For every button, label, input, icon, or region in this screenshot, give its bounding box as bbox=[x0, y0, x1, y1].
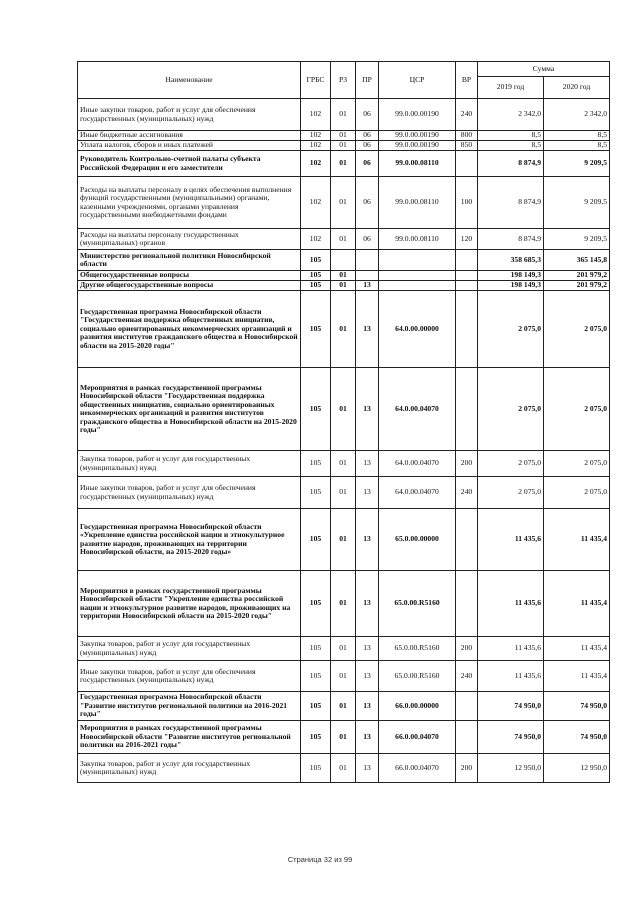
cell-rz: 01 bbox=[331, 571, 356, 637]
cell-2019: 2 075,0 bbox=[478, 368, 544, 451]
cell-vr bbox=[456, 368, 478, 451]
cell-pr: 13 bbox=[356, 571, 379, 637]
cell-vr: 200 bbox=[456, 754, 478, 783]
cell-vr: 240 bbox=[456, 99, 478, 131]
cell-csr: 65.0.00.R5160 bbox=[379, 637, 456, 661]
cell-csr: 65.0.00.R5160 bbox=[379, 661, 456, 692]
cell-name: Расходы на выплаты персоналу в целях обеспечения выполнения функций государственными (муниципальными) органами, казенными учреждениями, органами управления государственными внебюджетными фондами bbox=[78, 177, 301, 229]
budget-table bbox=[77, 61, 610, 783]
table-row bbox=[78, 661, 610, 692]
cell-2020: 201 979,2 bbox=[544, 281, 610, 291]
cell-grbs: 102 bbox=[301, 151, 331, 177]
cell-csr bbox=[379, 271, 456, 281]
cell-csr: 64.0.00.04070 bbox=[379, 368, 456, 451]
cell-2020: 8,5 bbox=[544, 131, 610, 141]
cell-csr: 99.0.00.08110 bbox=[379, 177, 456, 229]
cell-rz: 01 bbox=[331, 151, 356, 177]
table-row bbox=[78, 281, 610, 291]
cell-vr bbox=[456, 721, 478, 754]
table-row bbox=[78, 291, 610, 368]
cell-vr: 800 bbox=[456, 131, 478, 141]
cell-grbs: 102 bbox=[301, 177, 331, 229]
cell-csr: 64.0.00.04070 bbox=[379, 451, 456, 477]
table-body bbox=[78, 99, 610, 783]
cell-name: Руководитель Контрольно-счетной палаты субъекта Российской Федерации и его заместители bbox=[78, 151, 301, 177]
header-vr: ВР bbox=[456, 62, 478, 99]
cell-rz: 01 bbox=[331, 229, 356, 250]
table-row bbox=[78, 477, 610, 509]
cell-rz: 01 bbox=[331, 661, 356, 692]
cell-name: Иные закупки товаров, работ и услуг для обеспечения государственных (муниципальных) нужд bbox=[78, 661, 301, 692]
cell-2019: 74 950,0 bbox=[478, 721, 544, 754]
cell-vr bbox=[456, 571, 478, 637]
cell-2019: 8 874,9 bbox=[478, 151, 544, 177]
cell-2020: 201 979,2 bbox=[544, 271, 610, 281]
cell-rz: 01 bbox=[331, 721, 356, 754]
cell-2020: 11 435,4 bbox=[544, 509, 610, 571]
cell-csr: 64.0.00.04070 bbox=[379, 477, 456, 509]
cell-csr: 66.0.00.04070 bbox=[379, 754, 456, 783]
table-row bbox=[78, 451, 610, 477]
cell-2020: 11 435,4 bbox=[544, 637, 610, 661]
cell-csr: 99.0.00.00190 bbox=[379, 131, 456, 141]
cell-grbs: 105 bbox=[301, 721, 331, 754]
cell-pr: 13 bbox=[356, 637, 379, 661]
cell-rz: 01 bbox=[331, 451, 356, 477]
cell-grbs: 102 bbox=[301, 131, 331, 141]
cell-pr: 06 bbox=[356, 177, 379, 229]
cell-grbs: 102 bbox=[301, 141, 331, 151]
cell-vr bbox=[456, 151, 478, 177]
cell-rz: 01 bbox=[331, 368, 356, 451]
cell-csr: 99.0.00.00190 bbox=[379, 99, 456, 131]
cell-grbs: 105 bbox=[301, 754, 331, 783]
cell-vr: 240 bbox=[456, 661, 478, 692]
cell-rz: 01 bbox=[331, 477, 356, 509]
cell-2019: 358 685,3 bbox=[478, 250, 544, 271]
cell-2020: 2 342,0 bbox=[544, 99, 610, 131]
cell-csr: 64.0.00.00000 bbox=[379, 291, 456, 368]
table-row bbox=[78, 509, 610, 571]
table-row bbox=[78, 692, 610, 721]
header-pr: ПР bbox=[356, 62, 379, 99]
cell-2019: 74 950,0 bbox=[478, 692, 544, 721]
cell-rz: 01 bbox=[331, 692, 356, 721]
cell-vr: 850 bbox=[456, 141, 478, 151]
cell-csr: 65.0.00.R5160 bbox=[379, 571, 456, 637]
cell-name: Государственная программа Новосибирской области "Государственная поддержка общественных инициатив, социально ориентированных некоммерческих организаций и развития институтов гражданского общества в Новосибирской области на 2015-2020 годы" bbox=[78, 291, 301, 368]
cell-pr: 13 bbox=[356, 291, 379, 368]
cell-rz: 01 bbox=[331, 131, 356, 141]
cell-vr: 240 bbox=[456, 477, 478, 509]
cell-grbs: 102 bbox=[301, 99, 331, 131]
cell-name: Министерство региональной политики Новосибирской области bbox=[78, 250, 301, 271]
cell-vr: 100 bbox=[456, 177, 478, 229]
cell-2020: 74 950,0 bbox=[544, 692, 610, 721]
cell-pr: 06 bbox=[356, 229, 379, 250]
cell-2020: 9 209,5 bbox=[544, 229, 610, 250]
cell-pr: 13 bbox=[356, 368, 379, 451]
cell-grbs: 105 bbox=[301, 509, 331, 571]
cell-name: Закупка товаров, работ и услуг для государственных (муниципальных) нужд bbox=[78, 451, 301, 477]
cell-pr: 13 bbox=[356, 477, 379, 509]
cell-name: Закупка товаров, работ и услуг для государственных (муниципальных) нужд bbox=[78, 754, 301, 783]
table-row bbox=[78, 141, 610, 151]
cell-name: Общегосударственные вопросы bbox=[78, 271, 301, 281]
cell-pr: 06 bbox=[356, 131, 379, 141]
cell-2020: 2 075,0 bbox=[544, 451, 610, 477]
cell-vr: 120 bbox=[456, 229, 478, 250]
cell-grbs: 105 bbox=[301, 281, 331, 291]
cell-2019: 11 435,6 bbox=[478, 661, 544, 692]
cell-name: Мероприятия в рамках государственной программы Новосибирской области "Государственная поддержка общественных инициатив, социально ориентированных некоммерческих организаций и развития институтов гражданского общества в Новосибирской области на 2015-2020 годы" bbox=[78, 368, 301, 451]
table-row bbox=[78, 721, 610, 754]
header-sum: Сумма bbox=[478, 62, 610, 77]
table-row bbox=[78, 99, 610, 131]
cell-2019: 11 435,6 bbox=[478, 509, 544, 571]
cell-2020: 2 075,0 bbox=[544, 477, 610, 509]
cell-csr: 66.0.00.04070 bbox=[379, 721, 456, 754]
cell-2020: 9 209,5 bbox=[544, 177, 610, 229]
cell-pr: 06 bbox=[356, 99, 379, 131]
cell-2020: 11 435,4 bbox=[544, 661, 610, 692]
cell-csr: 65.0.00.00000 bbox=[379, 509, 456, 571]
cell-pr bbox=[356, 250, 379, 271]
cell-2019: 12 950,0 bbox=[478, 754, 544, 783]
cell-grbs: 105 bbox=[301, 368, 331, 451]
table-row bbox=[78, 571, 610, 637]
cell-2020: 8,5 bbox=[544, 141, 610, 151]
cell-name: Государственная программа Новосибирской области «Укрепление единства российской нации и этнокультурное развитие народов, проживающих на территории Новосибирской области, на 2015-2020 годы» bbox=[78, 509, 301, 571]
cell-rz: 01 bbox=[331, 99, 356, 131]
cell-grbs: 102 bbox=[301, 229, 331, 250]
cell-vr bbox=[456, 281, 478, 291]
cell-2019: 2 075,0 bbox=[478, 291, 544, 368]
cell-2020: 11 435,4 bbox=[544, 571, 610, 637]
cell-pr: 13 bbox=[356, 509, 379, 571]
cell-2019: 8 874,9 bbox=[478, 177, 544, 229]
cell-2020: 74 950,0 bbox=[544, 721, 610, 754]
cell-rz: 01 bbox=[331, 754, 356, 783]
table-row bbox=[78, 754, 610, 783]
header-name: Наименование bbox=[78, 62, 301, 99]
table-row bbox=[78, 177, 610, 229]
cell-name: Мероприятия в рамках государственной программы Новосибирской области "Развитие институтов региональной политики на 2016-2021 годы" bbox=[78, 721, 301, 754]
cell-grbs: 105 bbox=[301, 661, 331, 692]
cell-grbs: 105 bbox=[301, 271, 331, 281]
header-2020: 2020 год bbox=[544, 77, 610, 99]
cell-2019: 11 435,6 bbox=[478, 571, 544, 637]
table-row bbox=[78, 250, 610, 271]
cell-vr: 200 bbox=[456, 451, 478, 477]
cell-rz: 01 bbox=[331, 271, 356, 281]
cell-2020: 9 209,5 bbox=[544, 151, 610, 177]
cell-vr bbox=[456, 291, 478, 368]
cell-grbs: 105 bbox=[301, 291, 331, 368]
cell-rz: 01 bbox=[331, 281, 356, 291]
cell-name: Мероприятия в рамках государственной программы Новосибирской области "Укрепление единства российской нации и этнокультурное развитие народов, проживающих на территории Новосибирской области на 2015-2020 годы" bbox=[78, 571, 301, 637]
cell-csr: 99.0.00.08110 bbox=[379, 151, 456, 177]
cell-pr: 13 bbox=[356, 451, 379, 477]
table-row bbox=[78, 368, 610, 451]
cell-csr bbox=[379, 250, 456, 271]
cell-grbs: 105 bbox=[301, 477, 331, 509]
cell-grbs: 105 bbox=[301, 250, 331, 271]
cell-2019: 2 342,0 bbox=[478, 99, 544, 131]
table-row bbox=[78, 151, 610, 177]
cell-2019: 8,5 bbox=[478, 131, 544, 141]
cell-name: Другие общегосударственные вопросы bbox=[78, 281, 301, 291]
cell-vr bbox=[456, 250, 478, 271]
table-row bbox=[78, 229, 610, 250]
cell-grbs: 105 bbox=[301, 692, 331, 721]
cell-name: Государственная программа Новосибирской области "Развитие институтов региональной политики на 2016-2021 годы" bbox=[78, 692, 301, 721]
cell-pr: 06 bbox=[356, 151, 379, 177]
cell-2019: 198 149,3 bbox=[478, 271, 544, 281]
header-csr: ЦСР bbox=[379, 62, 456, 99]
cell-rz: 01 bbox=[331, 177, 356, 229]
cell-pr bbox=[356, 271, 379, 281]
cell-rz bbox=[331, 250, 356, 271]
page-footer: Страница 32 из 99 bbox=[287, 855, 353, 864]
cell-rz: 01 bbox=[331, 291, 356, 368]
cell-pr: 13 bbox=[356, 754, 379, 783]
cell-vr bbox=[456, 509, 478, 571]
cell-vr: 200 bbox=[456, 637, 478, 661]
cell-vr bbox=[456, 692, 478, 721]
cell-2020: 2 075,0 bbox=[544, 291, 610, 368]
cell-2019: 198 149,3 bbox=[478, 281, 544, 291]
header-rz: РЗ bbox=[331, 62, 356, 99]
cell-name: Иные закупки товаров, работ и услуг для обеспечения государственных (муниципальных) нужд bbox=[78, 477, 301, 509]
cell-name: Закупка товаров, работ и услуг для государственных (муниципальных) нужд bbox=[78, 637, 301, 661]
cell-2019: 8,5 bbox=[478, 141, 544, 151]
cell-rz: 01 bbox=[331, 141, 356, 151]
cell-name: Расходы на выплаты персоналу государственных (муниципальных) органов bbox=[78, 229, 301, 250]
cell-vr bbox=[456, 271, 478, 281]
cell-2020: 2 075,0 bbox=[544, 368, 610, 451]
cell-grbs: 105 bbox=[301, 637, 331, 661]
table-row bbox=[78, 271, 610, 281]
cell-csr: 66.0.00.00000 bbox=[379, 692, 456, 721]
cell-name: Уплата налогов, сборов и иных платежей bbox=[78, 141, 301, 151]
cell-csr: 99.0.00.08110 bbox=[379, 229, 456, 250]
cell-name: Иные закупки товаров, работ и услуг для обеспечения государственных (муниципальных) нужд bbox=[78, 99, 301, 131]
cell-csr: 99.0.00.00190 bbox=[379, 141, 456, 151]
header-2019: 2019 год bbox=[478, 77, 544, 99]
cell-pr: 13 bbox=[356, 721, 379, 754]
cell-pr: 13 bbox=[356, 281, 379, 291]
cell-csr bbox=[379, 281, 456, 291]
cell-2019: 2 075,0 bbox=[478, 477, 544, 509]
cell-pr: 13 bbox=[356, 661, 379, 692]
cell-grbs: 105 bbox=[301, 451, 331, 477]
cell-2019: 2 075,0 bbox=[478, 451, 544, 477]
cell-pr: 13 bbox=[356, 692, 379, 721]
cell-2020: 365 145,8 bbox=[544, 250, 610, 271]
cell-rz: 01 bbox=[331, 637, 356, 661]
cell-2019: 11 435,6 bbox=[478, 637, 544, 661]
cell-name: Иные бюджетные ассигнования bbox=[78, 131, 301, 141]
header-grbs: ГРБС bbox=[301, 62, 331, 99]
cell-rz: 01 bbox=[331, 509, 356, 571]
cell-grbs: 105 bbox=[301, 571, 331, 637]
cell-2019: 8 874,9 bbox=[478, 229, 544, 250]
cell-pr: 06 bbox=[356, 141, 379, 151]
table-row bbox=[78, 637, 610, 661]
cell-2020: 12 950,0 bbox=[544, 754, 610, 783]
table-row bbox=[78, 131, 610, 141]
